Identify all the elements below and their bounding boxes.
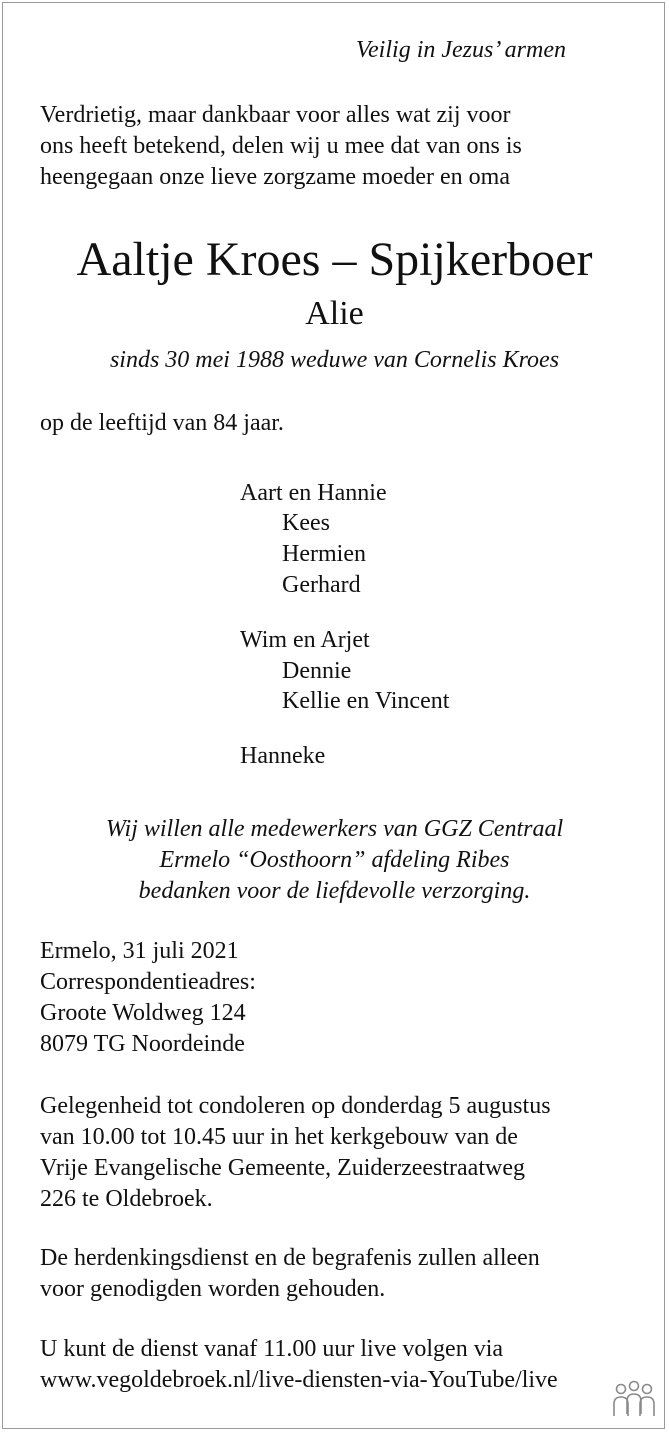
people-logo-icon bbox=[611, 1380, 657, 1418]
condolence-line: Gelegenheid tot condoleren op donderdag 5 augustus bbox=[40, 1093, 551, 1119]
address-block bbox=[40, 936, 660, 1060]
livestream-line: U kunt de dienst vanaf 11.00 uur live volgen via bbox=[40, 1336, 504, 1362]
service-line: voor genodigden worden gehouden. bbox=[40, 1276, 386, 1302]
address-label: Correspondentieadres: bbox=[40, 969, 256, 995]
deceased-name: Aaltje Kroes – Spijkerboer bbox=[76, 233, 593, 286]
family-couple: Wim en Arjet bbox=[240, 627, 370, 653]
service-block bbox=[40, 1243, 660, 1305]
family-couple: Hanneke bbox=[240, 743, 326, 769]
place-date: Ermelo, 31 juli 2021 bbox=[40, 938, 239, 964]
livestream-url: www.vegoldebroek.nl/live-diensten-via-YouTube/live bbox=[40, 1367, 558, 1393]
thanks-text bbox=[0, 814, 669, 907]
condolence-block bbox=[40, 1091, 660, 1215]
condolence-line: Vrije Evangelische Gemeente, Zuiderzeestraatweg bbox=[40, 1155, 525, 1181]
service-line: De herdenkingsdienst en de begrafenis zullen alleen bbox=[40, 1245, 540, 1271]
family-child: Hermien bbox=[282, 541, 366, 567]
address-city: 8079 TG Noordeinde bbox=[40, 1031, 245, 1057]
intro-line: heengegaan onze lieve zorgzame moeder en oma bbox=[40, 164, 510, 190]
address-street: Groote Woldweg 124 bbox=[40, 1000, 246, 1026]
thanks-line: Ermelo “Oosthoorn” afdeling Ribes bbox=[159, 847, 510, 873]
widow-since-line: sinds 30 mei 1988 weduwe van Cornelis Kroes bbox=[109, 347, 560, 373]
family-child: Gerhard bbox=[282, 572, 361, 598]
motto: Veilig in Jezus’ armen bbox=[356, 37, 566, 63]
livestream-block bbox=[40, 1334, 660, 1396]
family-couple: Aart en Hannie bbox=[240, 480, 387, 506]
intro-line: Verdrietig, maar dankbaar voor alles wat zij voor bbox=[40, 102, 511, 128]
thanks-line: Wij willen alle medewerkers van GGZ Centraal bbox=[105, 816, 564, 842]
family-child: Kellie en Vincent bbox=[282, 688, 450, 714]
deceased-nickname: Alie bbox=[305, 295, 364, 332]
family-child: Kees bbox=[282, 510, 330, 536]
family-child: Dennie bbox=[282, 658, 352, 684]
thanks-line: bedanken voor de liefdevolle verzorging. bbox=[138, 878, 531, 904]
condolence-line: van 10.00 tot 10.45 uur in het kerkgebouw van de bbox=[40, 1124, 518, 1150]
intro-text bbox=[40, 100, 640, 193]
condolence-line: 226 te Oldebroek. bbox=[40, 1186, 213, 1212]
intro-line: ons heeft betekend, delen wij u mee dat van ons is bbox=[40, 133, 522, 159]
age-line: op de leeftijd van 84 jaar. bbox=[40, 410, 284, 436]
